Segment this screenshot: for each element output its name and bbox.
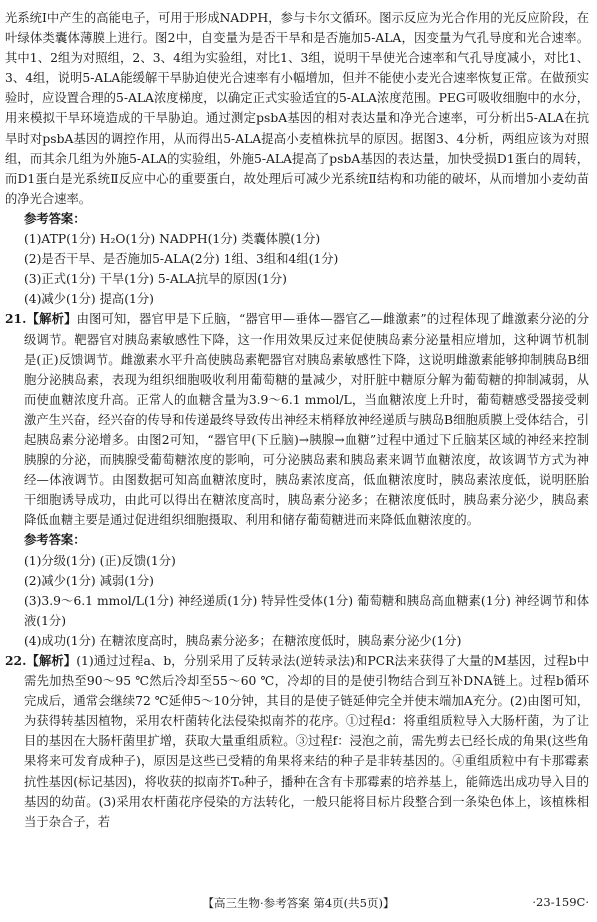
q21-answer-header: 参考答案：: [24, 532, 86, 548]
q20-answer-1: (1)ATP(1分) H₂O(1分) NADPH(1分) 类囊体膜(1分): [24, 232, 321, 247]
q20-answer-header: 参考答案：: [24, 210, 86, 226]
q22-tag: 【解析】: [26, 653, 77, 668]
q21-answer-1: (1)分级(1分) (正)反馈(1分): [24, 553, 176, 568]
q21-tag: 【解析】: [26, 311, 77, 327]
q20-answer-3: (3)正式(1分) 干旱(1分) 5-ALA抗旱的原因(1分): [24, 272, 287, 287]
q20-answer-4: (4)减少(1分) 提高(1分): [24, 292, 154, 307]
q21-explanation: [5, 309, 589, 530]
q22-text: (1)通过过程a、b，分别采用了反转录法(逆转录法)和PCR法来获得了大量的M基因，过程b中需先加热至90～95 ℃然后冷却至55～60 ℃，冷却的目的是使引物结合到互补DNA链上。过程b循环完成后，通常会继续72 ℃延伸5～10分钟，其目的是使子链延伸完全并使末端加A充分。(2)由图可知，为获得转基因植物，采用农杆菌转化法侵染拟南芥的花序。①过程d：将重组质粒导入大肠杆菌，为了让目的基因在大肠杆菌里扩增，获取大量重组质粒。③过程f：浸泡之前，需先剪去已经长成的角果(这些角果将来可发育成种子)，原因是这些已受精的角果将来结的种子是非转基因的。④重组质粒中有卡那霉素抗性基因(标记基因)，将收获的拟南芥T₀种子，播种在含有卡那霉素的培养基上，能筛选出成功导入目的基因的幼苗。(3)采用农杆菌花序侵染的方法转化，一般只能将目标片段整合到一条染色体上，该植株相当于杂合子，若: [24, 654, 589, 829]
q21-text: 由图可知，器官甲是下丘脑，“器官甲—垂体—器官乙—雌激素”的过程体现了雌激素分泌的分级调节。靶器官对胰岛素敏感性下降，这一作用效果反过来促使胰岛素分泌量相应增加，这种调节机制是(正)反馈调节。雌激素水平升高使胰岛素靶器官对胰岛素敏感性下降，这说明雌激素能够抑制胰岛B细胞分泌胰岛素，表现为组织细胞吸收利用葡萄糖的量减少，对肝脏中糖原分解为葡萄糖的抑制减弱，从而使血糖浓度升高。正常人的血糖含量为3.9～6.1 mmol/L，当血糖浓度上升时，葡萄糖感受器接受刺激产生兴奋，经兴奋的传导和传递最终导致传出神经末梢释放神经递质与胰岛B细胞质膜上受体结合，引起胰岛素分泌增多。由图2可知，“器官甲(下丘脑)→胰腺→血糖”过程中通过下丘脑某区域的神经来控制胰腺的分泌，而胰腺受葡萄糖浓度的影响，可分泌胰岛素和胰岛素来调节血糖浓度，故该调节方式为神经—体液调节。由图数据可知高血糖浓度时，胰岛素浓度高，低血糖浓度时，胰岛素浓度低，说明胚胎干细胞诱导成功，由此可以得出在糖浓度高时，胰岛素分泌多；在糖浓度低时，胰岛素分泌少，胰岛素降低血糖主要是通过促进组织细胞摄取、利用和储存葡萄糖进而来降低血糖浓度的。: [24, 312, 589, 528]
answer-content: [5, 8, 589, 832]
footer-title: 【高三生物·参考答案 第4页(共5页)】: [202, 896, 395, 910]
q21-answer-4: (4)成功(1分) 在糖浓度高时，胰岛素分泌多；在糖浓度低时，胰岛素分泌少(1分): [24, 633, 462, 648]
q21-answer-3: (3)3.9～6.1 mmol/L(1分) 神经递质(1分) 特异性受体(1分) 葡萄糖和胰岛高血糖素(1分) 神经调节和体液(1分): [24, 593, 589, 628]
q22-explanation: [5, 651, 589, 832]
footer-code: ·23-159C·: [532, 895, 589, 909]
q22-number: 22.: [5, 653, 27, 668]
q21-answer-2: (2)减少(1分) 减弱(1分): [24, 573, 154, 588]
q21-number: 21.: [5, 311, 27, 327]
page-footer: [0, 893, 597, 915]
q20-explanation: 光系统Ⅰ中产生的高能电子，可用于形成NADPH，参与卡尔文循环。图示反应为光合作用的光反应阶段，在叶绿体类囊体薄膜上进行。图2中，自变量为是否干旱和是否施加5-ALA，因变量为气孔导度和光合速率。其中1、2组为对照组，2、3、4组为实验组，对比1、3组，说明干旱使光合速率和气孔导度减小，对比1、3、4组，说明5-ALA能缓解干旱胁迫使光合速率有小幅增加，但并不能使小麦光合速率恢复正常。在做预实验时，应设置合理的5-ALA浓度梯度，以确定正式实验适宜的5-ALA浓度范围。PEG可吸收细胞中的水分，用来模拟干旱环境造成的干旱胁迫。通过测定psbA基因的相对表达量和净光合速率，可分析出5-ALA在抗旱时对psbA基因的调控作用，从而得出5-ALA提高小麦植株抗旱的原因。据图3、4分析，两组应该为对照组，而其余几组为外施5-ALA的实验组，外施5-ALA提高了psbA基因的表达量，加快受损D1蛋白的周转，而D1蛋白是光系统Ⅱ反应中心的重要蛋白，故处理后可减少光系统Ⅱ结构和功能的破坏，从而增加小麦幼苗的净光合速率。: [5, 11, 589, 206]
q20-answer-2: (2)是否干旱、是否施加5-ALA(2分) 1组、3组和4组(1分): [24, 252, 339, 267]
